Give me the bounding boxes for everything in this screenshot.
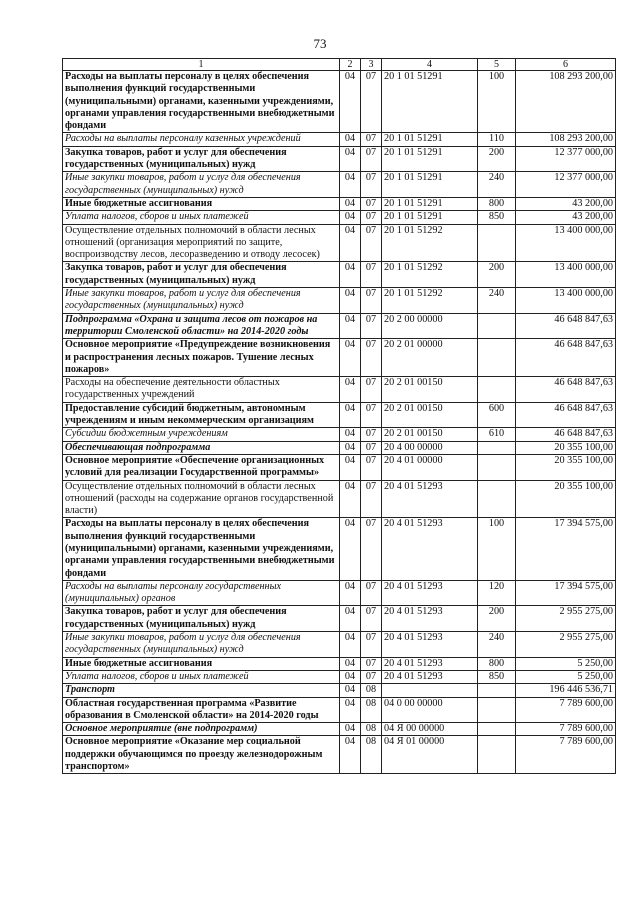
row-amount-cell: 43 200,00	[516, 197, 616, 210]
row-section-cell: 04	[340, 428, 361, 441]
row-expense-type-cell: 240	[478, 632, 516, 658]
table-row	[63, 606, 616, 632]
row-subsection-cell: 07	[361, 606, 382, 632]
row-target-code-cell: 20 2 01 00150	[382, 402, 478, 428]
header-col-6: 6	[516, 59, 616, 71]
row-subsection-cell: 07	[361, 428, 382, 441]
row-target-code-cell: 20 1 01 51291	[382, 172, 478, 198]
row-subsection-cell: 07	[361, 262, 382, 288]
row-name-cell: Основное мероприятие «Оказание мер социальной поддержки обучающимся по проезду железнодорожным транспортом»	[63, 736, 340, 774]
page-number: 73	[313, 36, 327, 51]
row-section-cell: 04	[340, 288, 361, 314]
row-amount-cell: 108 293 200,00	[516, 133, 616, 146]
header-col-1: 1	[63, 59, 340, 71]
row-name-cell: Транспорт	[63, 684, 340, 697]
table-row	[63, 723, 616, 736]
row-subsection-cell: 07	[361, 71, 382, 133]
table-row	[63, 518, 616, 580]
row-target-code-cell: 20 4 01 51293	[382, 580, 478, 606]
row-expense-type-cell: 110	[478, 133, 516, 146]
row-expense-type-cell	[478, 723, 516, 736]
row-target-code-cell: 20 1 01 51292	[382, 288, 478, 314]
row-expense-type-cell	[478, 377, 516, 403]
row-name-cell: Уплата налогов, сборов и иных платежей	[63, 211, 340, 224]
row-expense-type-cell: 240	[478, 172, 516, 198]
row-section-cell: 04	[340, 224, 361, 262]
row-target-code-cell: 20 2 01 00150	[382, 377, 478, 403]
row-name-cell: Расходы на выплаты персоналу государственных (муниципальных) органов	[63, 580, 340, 606]
row-expense-type-cell	[478, 480, 516, 518]
row-target-code-cell: 20 2 01 00000	[382, 339, 478, 377]
row-amount-cell: 196 446 536,71	[516, 684, 616, 697]
row-subsection-cell: 07	[361, 518, 382, 580]
row-subsection-cell: 07	[361, 657, 382, 670]
row-subsection-cell: 07	[361, 670, 382, 683]
row-subsection-cell: 07	[361, 172, 382, 198]
row-section-cell: 04	[340, 339, 361, 377]
row-amount-cell: 13 400 000,00	[516, 288, 616, 314]
row-name-cell: Предоставление субсидий бюджетным, автономным учреждениям и иным некоммерческим организациям	[63, 402, 340, 428]
row-expense-type-cell: 600	[478, 402, 516, 428]
table-row	[63, 224, 616, 262]
row-amount-cell: 17 394 575,00	[516, 580, 616, 606]
row-section-cell: 04	[340, 684, 361, 697]
table-row	[63, 657, 616, 670]
row-section-cell: 04	[340, 454, 361, 480]
table-row	[63, 670, 616, 683]
row-subsection-cell: 08	[361, 684, 382, 697]
table-row	[63, 736, 616, 774]
row-expense-type-cell	[478, 697, 516, 723]
table-row	[63, 441, 616, 454]
row-expense-type-cell: 200	[478, 262, 516, 288]
row-section-cell: 04	[340, 697, 361, 723]
row-name-cell: Подпрограмма «Охрана и защита лесов от пожаров на территории Смоленской области» на 2014-2020 годы	[63, 313, 340, 339]
table-row	[63, 684, 616, 697]
row-expense-type-cell: 100	[478, 71, 516, 133]
row-amount-cell: 5 250,00	[516, 670, 616, 683]
row-subsection-cell: 07	[361, 313, 382, 339]
table-row	[63, 339, 616, 377]
table-row	[63, 377, 616, 403]
row-section-cell: 04	[340, 377, 361, 403]
row-amount-cell: 12 377 000,00	[516, 146, 616, 172]
row-section-cell: 04	[340, 518, 361, 580]
row-amount-cell: 20 355 100,00	[516, 441, 616, 454]
row-expense-type-cell: 200	[478, 146, 516, 172]
row-target-code-cell: 20 4 01 51293	[382, 670, 478, 683]
row-section-cell: 04	[340, 313, 361, 339]
row-target-code-cell: 20 2 00 00000	[382, 313, 478, 339]
table-row	[63, 71, 616, 133]
row-name-cell: Областная государственная программа «Развитие образования в Смоленской области» на 2014-2020 годы	[63, 697, 340, 723]
row-target-code-cell: 20 1 01 51291	[382, 197, 478, 210]
row-target-code-cell: 20 4 01 51293	[382, 606, 478, 632]
row-name-cell: Основное мероприятие «Предупреждение возникновения и распространения лесных пожаров. Тушение лесных пожаров»	[63, 339, 340, 377]
row-expense-type-cell: 800	[478, 197, 516, 210]
row-subsection-cell: 07	[361, 632, 382, 658]
row-amount-cell: 108 293 200,00	[516, 71, 616, 133]
row-name-cell: Иные закупки товаров, работ и услуг для обеспечения государственных (муниципальных) нужд	[63, 288, 340, 314]
row-target-code-cell: 20 4 00 00000	[382, 441, 478, 454]
row-name-cell: Расходы на выплаты персоналу казенных учреждений	[63, 133, 340, 146]
table-row	[63, 454, 616, 480]
row-name-cell: Осуществление отдельных полномочий в области лесных отношений (организация мероприятий по защите, воспроизводству лесов, лесоразведению и отводу лесосек)	[63, 224, 340, 262]
row-amount-cell: 17 394 575,00	[516, 518, 616, 580]
row-expense-type-cell	[478, 339, 516, 377]
row-target-code-cell: 20 4 01 00000	[382, 454, 478, 480]
table-row	[63, 197, 616, 210]
row-target-code-cell: 20 4 01 51293	[382, 480, 478, 518]
row-expense-type-cell: 100	[478, 518, 516, 580]
row-name-cell: Закупка товаров, работ и услуг для обеспечения государственных (муниципальных) нужд	[63, 146, 340, 172]
row-amount-cell: 20 355 100,00	[516, 480, 616, 518]
table-row	[63, 146, 616, 172]
row-expense-type-cell	[478, 441, 516, 454]
row-section-cell: 04	[340, 197, 361, 210]
row-name-cell: Иные закупки товаров, работ и услуг для обеспечения государственных (муниципальных) нужд	[63, 632, 340, 658]
table-row	[63, 288, 616, 314]
row-target-code-cell: 04 Я 01 00000	[382, 736, 478, 774]
table-row	[63, 697, 616, 723]
row-amount-cell: 46 648 847,63	[516, 313, 616, 339]
row-section-cell: 04	[340, 670, 361, 683]
row-section-cell: 04	[340, 262, 361, 288]
row-amount-cell: 46 648 847,63	[516, 377, 616, 403]
row-subsection-cell: 07	[361, 146, 382, 172]
row-section-cell: 04	[340, 632, 361, 658]
table-row	[63, 632, 616, 658]
row-name-cell: Уплата налогов, сборов и иных платежей	[63, 670, 340, 683]
row-name-cell: Расходы на обеспечение деятельности областных государственных учреждений	[63, 377, 340, 403]
row-expense-type-cell: 850	[478, 211, 516, 224]
row-target-code-cell: 20 1 01 51291	[382, 71, 478, 133]
row-name-cell: Основное мероприятие «Обеспечение организационных условий для реализации Государственной программы»	[63, 454, 340, 480]
row-subsection-cell: 07	[361, 441, 382, 454]
row-amount-cell: 7 789 600,00	[516, 723, 616, 736]
row-subsection-cell: 07	[361, 402, 382, 428]
row-target-code-cell: 20 1 01 51292	[382, 224, 478, 262]
header-row	[63, 59, 616, 71]
table-row	[63, 262, 616, 288]
table-body	[63, 71, 616, 774]
row-section-cell: 04	[340, 480, 361, 518]
header-col-4: 4	[382, 59, 478, 71]
row-section-cell: 04	[340, 146, 361, 172]
row-section-cell: 04	[340, 441, 361, 454]
row-name-cell: Закупка товаров, работ и услуг для обеспечения государственных (муниципальных) нужд	[63, 262, 340, 288]
row-target-code-cell: 20 4 01 51293	[382, 518, 478, 580]
row-subsection-cell: 07	[361, 133, 382, 146]
row-subsection-cell: 08	[361, 736, 382, 774]
row-subsection-cell: 07	[361, 211, 382, 224]
row-name-cell: Расходы на выплаты персоналу в целях обеспечения выполнения функций государственными (муниципальными) органами, казенными учреждениями, органами управления государственными внебюджетными фондами	[63, 71, 340, 133]
row-expense-type-cell	[478, 313, 516, 339]
row-subsection-cell: 08	[361, 697, 382, 723]
row-section-cell: 04	[340, 657, 361, 670]
budget-table	[62, 58, 616, 774]
row-expense-type-cell	[478, 736, 516, 774]
row-target-code-cell: 20 1 01 51291	[382, 133, 478, 146]
row-amount-cell: 12 377 000,00	[516, 172, 616, 198]
row-name-cell: Обеспечивающая подпрограмма	[63, 441, 340, 454]
row-section-cell: 04	[340, 71, 361, 133]
row-amount-cell: 2 955 275,00	[516, 606, 616, 632]
row-amount-cell: 7 789 600,00	[516, 697, 616, 723]
row-subsection-cell: 07	[361, 480, 382, 518]
header-col-5: 5	[478, 59, 516, 71]
row-expense-type-cell	[478, 224, 516, 262]
row-expense-type-cell: 850	[478, 670, 516, 683]
row-section-cell: 04	[340, 211, 361, 224]
row-name-cell: Иные закупки товаров, работ и услуг для обеспечения государственных (муниципальных) нужд	[63, 172, 340, 198]
row-target-code-cell: 20 1 01 51292	[382, 262, 478, 288]
table-row	[63, 428, 616, 441]
row-amount-cell: 43 200,00	[516, 211, 616, 224]
row-name-cell: Основное мероприятие (вне подпрограмм)	[63, 723, 340, 736]
row-name-cell: Субсидии бюджетным учреждениям	[63, 428, 340, 441]
row-expense-type-cell	[478, 454, 516, 480]
row-section-cell: 04	[340, 172, 361, 198]
table-row	[63, 172, 616, 198]
row-subsection-cell: 07	[361, 454, 382, 480]
row-section-cell: 04	[340, 723, 361, 736]
row-subsection-cell: 07	[361, 288, 382, 314]
row-section-cell: 04	[340, 580, 361, 606]
row-subsection-cell: 07	[361, 377, 382, 403]
row-expense-type-cell	[478, 684, 516, 697]
row-expense-type-cell: 800	[478, 657, 516, 670]
row-target-code-cell: 04 Я 00 00000	[382, 723, 478, 736]
row-amount-cell: 2 955 275,00	[516, 632, 616, 658]
row-name-cell: Иные бюджетные ассигнования	[63, 657, 340, 670]
table-row	[63, 313, 616, 339]
table-row	[63, 480, 616, 518]
row-subsection-cell: 08	[361, 723, 382, 736]
row-target-code-cell: 20 4 01 51293	[382, 657, 478, 670]
row-section-cell: 04	[340, 133, 361, 146]
row-name-cell: Осуществление отдельных полномочий в области лесных отношений (расходы на содержание органов государственной власти)	[63, 480, 340, 518]
table-row	[63, 402, 616, 428]
header-col-3: 3	[361, 59, 382, 71]
row-expense-type-cell: 120	[478, 580, 516, 606]
row-expense-type-cell: 200	[478, 606, 516, 632]
row-target-code-cell	[382, 684, 478, 697]
table-row	[63, 580, 616, 606]
row-section-cell: 04	[340, 606, 361, 632]
row-target-code-cell: 20 2 01 00150	[382, 428, 478, 441]
row-subsection-cell: 07	[361, 224, 382, 262]
row-amount-cell: 20 355 100,00	[516, 454, 616, 480]
row-expense-type-cell: 240	[478, 288, 516, 314]
row-target-code-cell: 20 1 01 51291	[382, 146, 478, 172]
row-amount-cell: 13 400 000,00	[516, 262, 616, 288]
row-name-cell: Закупка товаров, работ и услуг для обеспечения государственных (муниципальных) нужд	[63, 606, 340, 632]
row-section-cell: 04	[340, 736, 361, 774]
row-amount-cell: 46 648 847,63	[516, 402, 616, 428]
row-subsection-cell: 07	[361, 197, 382, 210]
header-col-2: 2	[340, 59, 361, 71]
row-amount-cell: 5 250,00	[516, 657, 616, 670]
row-name-cell: Иные бюджетные ассигнования	[63, 197, 340, 210]
row-subsection-cell: 07	[361, 339, 382, 377]
row-section-cell: 04	[340, 402, 361, 428]
row-target-code-cell: 20 4 01 51293	[382, 632, 478, 658]
row-target-code-cell: 04 0 00 00000	[382, 697, 478, 723]
row-subsection-cell: 07	[361, 580, 382, 606]
row-amount-cell: 46 648 847,63	[516, 339, 616, 377]
row-amount-cell: 7 789 600,00	[516, 736, 616, 774]
row-name-cell: Расходы на выплаты персоналу в целях обеспечения выполнения функций государственными (муниципальными) органами, казенными учреждениями, органами управления государственными внебюджетными фондами	[63, 518, 340, 580]
row-amount-cell: 13 400 000,00	[516, 224, 616, 262]
table-row	[63, 211, 616, 224]
row-expense-type-cell: 610	[478, 428, 516, 441]
table-row	[63, 133, 616, 146]
row-target-code-cell: 20 1 01 51291	[382, 211, 478, 224]
row-amount-cell: 46 648 847,63	[516, 428, 616, 441]
